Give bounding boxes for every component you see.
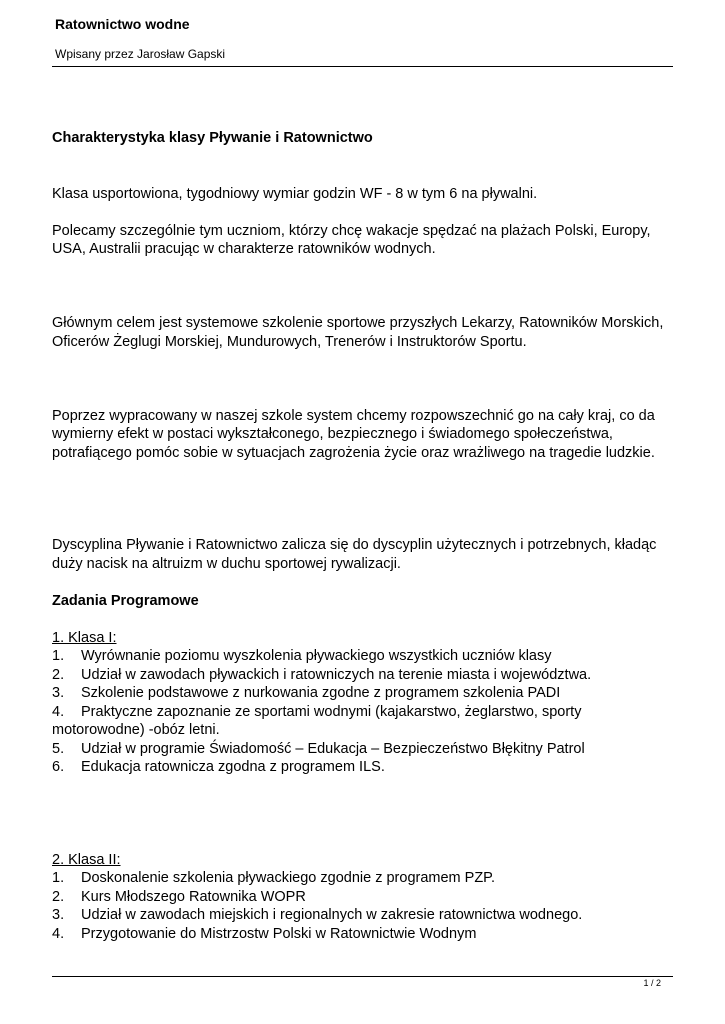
paragraph-main-goal: Głównym celem jest systemowe szkolenie sportowe przyszłych Lekarzy, Ratowników Morskich, Oficerów Żeglugi Morskiej, Mundurowych, Trenerów i Instruktorów Sportu. bbox=[52, 315, 664, 350]
list-item bbox=[52, 703, 677, 740]
list-item-text: Doskonalenie szkolenia pływackiego zgodnie z programem PZP. bbox=[81, 870, 496, 886]
list-item-number: 4. bbox=[52, 703, 65, 720]
list-item-text: Przygotowanie do Mistrzostw Polski w Ratownictwie Wodnym bbox=[81, 925, 477, 942]
paragraph-recommendation: Polecamy szczególnie tym uczniom, którzy chcę wakacje spędzać na plażach Polski, Europy, USA, Australii pracując w charakterze ratowników wodnych. bbox=[52, 222, 651, 257]
class-2-list bbox=[52, 869, 677, 943]
list-item bbox=[52, 888, 677, 907]
list-item-text: Udział w programie Świadomość – Edukacja – Bezpieczeństwo Błękitny Patrol bbox=[81, 740, 585, 757]
list-item-number: 2. bbox=[52, 666, 65, 683]
footer-divider bbox=[52, 976, 673, 977]
header-divider bbox=[52, 66, 673, 67]
paragraph-class-description: Klasa usportowiona, tygodniowy wymiar godzin WF - 8 w tym 6 na pływalni. bbox=[52, 185, 538, 202]
tasks-heading: Zadania Programowe bbox=[52, 592, 199, 609]
list-item bbox=[52, 647, 677, 666]
list-item bbox=[52, 869, 677, 888]
paragraph-discipline: Dyscyplina Pływanie i Ratownictwo zalicza się do dyscyplin użytecznych i potrzebnych, kładąc duży nacisk na altruizm w duchu sportowej rywalizacji. bbox=[52, 537, 657, 572]
class-1-label: 1. Klasa I: bbox=[52, 629, 117, 646]
list-item bbox=[52, 684, 677, 703]
list-item-number: 4. bbox=[52, 925, 65, 942]
list-item-text: Szkolenie podstawowe z nurkowania zgodne z programem szkolenia PADI bbox=[81, 685, 561, 701]
list-item bbox=[52, 740, 677, 759]
list-item-number: 3. bbox=[52, 685, 65, 701]
list-item bbox=[52, 906, 677, 925]
class-1-list bbox=[52, 647, 677, 777]
paragraph-system: Poprzez wypracowany w naszej szkole system chcemy rozpowszechnić go na cały kraj, co da wymierny efekt w postaci wykształconego, bezpiecznego i świadomego społeczeństwa, potrafiącego pomóc sobie w sytuacjach zagrożenia życie oraz wrażliwego na tragedie ludzkie. bbox=[52, 407, 655, 461]
list-item-number: 1. bbox=[52, 870, 65, 886]
document-title: Ratownictwo wodne bbox=[55, 16, 190, 32]
list-item-number: 2. bbox=[52, 888, 65, 905]
list-item-number: 5. bbox=[52, 740, 65, 757]
document-author: Wpisany przez Jarosław Gapski bbox=[55, 47, 226, 61]
document-body bbox=[52, 129, 677, 943]
list-item-number: 1. bbox=[52, 648, 65, 664]
list-item bbox=[52, 758, 677, 777]
list-item bbox=[52, 666, 677, 685]
list-item-number: 3. bbox=[52, 907, 65, 923]
list-item bbox=[52, 925, 677, 944]
list-item-text: Udział w zawodach pływackich i ratowniczych na terenie miasta i województwa. bbox=[81, 666, 592, 683]
class-2-label: 2. Klasa II: bbox=[52, 851, 121, 868]
page-number: 1 / 2 bbox=[643, 978, 661, 988]
section-heading: Charakterystyka klasy Pływanie i Ratownictwo bbox=[52, 130, 373, 146]
list-item-number: 6. bbox=[52, 759, 65, 775]
list-item-text: Udział w zawodach miejskich i regionalnych w zakresie ratownictwa wodnego. bbox=[81, 907, 583, 923]
list-item-text: Edukacja ratownicza zgodna z programem ILS. bbox=[81, 759, 385, 775]
list-item-text: Wyrównanie poziomu wyszkolenia pływackiego wszystkich uczniów klasy bbox=[81, 648, 552, 664]
list-item-text: Praktyczne zapoznanie ze sportami wodnymi (kajakarstwo, żeglarstwo, sporty motorowodne) -obóz letni. bbox=[52, 703, 582, 738]
list-item-text: Kurs Młodszego Ratownika WOPR bbox=[81, 888, 306, 905]
